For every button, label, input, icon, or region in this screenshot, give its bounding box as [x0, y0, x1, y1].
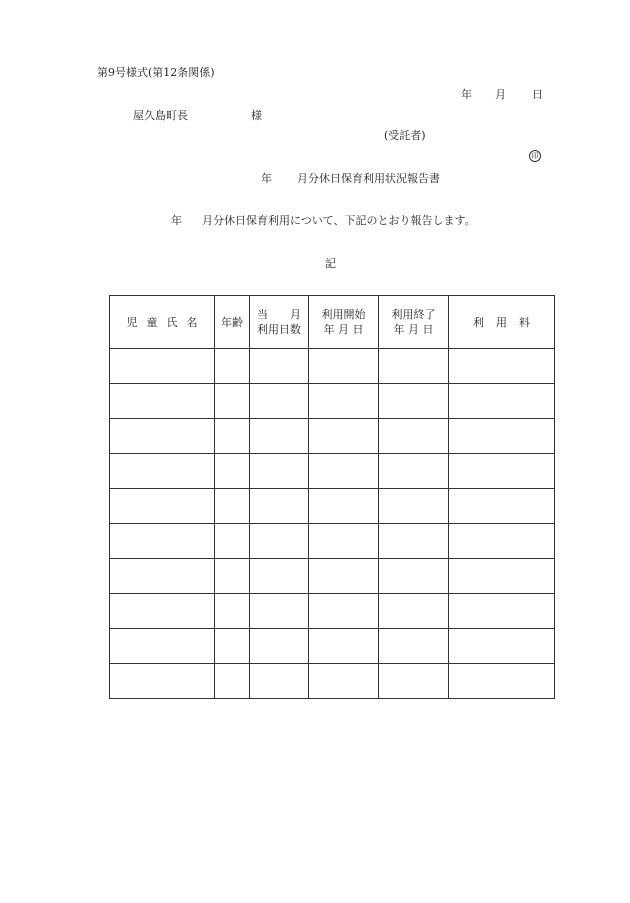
cell-fee[interactable]	[449, 489, 555, 524]
table-row	[110, 419, 555, 454]
cell-age[interactable]	[215, 664, 250, 699]
date-day-label: 日	[532, 88, 543, 101]
cell-start-date[interactable]	[309, 419, 379, 454]
cell-age[interactable]	[215, 594, 250, 629]
cell-start-date[interactable]	[309, 594, 379, 629]
cell-days-used[interactable]	[250, 559, 309, 594]
table-row	[110, 489, 555, 524]
cell-fee[interactable]	[449, 629, 555, 664]
cell-child-name[interactable]	[110, 419, 215, 454]
table-row	[110, 384, 555, 419]
table-row	[110, 664, 555, 699]
report-title	[261, 172, 461, 186]
cell-days-used[interactable]	[250, 489, 309, 524]
cell-fee[interactable]	[449, 384, 555, 419]
cell-age[interactable]	[215, 384, 250, 419]
cell-end-date[interactable]	[379, 349, 449, 384]
cell-start-date[interactable]	[309, 559, 379, 594]
cell-fee[interactable]	[449, 559, 555, 594]
form-number: 第9号様式(第12条関係)	[97, 66, 215, 79]
cell-child-name[interactable]	[110, 384, 215, 419]
title-year-label: 年	[261, 172, 272, 185]
cell-age[interactable]	[215, 349, 250, 384]
cell-days-used[interactable]	[250, 419, 309, 454]
cell-end-date[interactable]	[379, 629, 449, 664]
cell-child-name[interactable]	[110, 524, 215, 559]
seal-mark: 印	[529, 150, 541, 162]
cell-child-name[interactable]	[110, 559, 215, 594]
cell-fee[interactable]	[449, 594, 555, 629]
trustee-label: (受託者)	[384, 129, 426, 142]
header-age: 年齢	[215, 296, 250, 349]
cell-age[interactable]	[215, 489, 250, 524]
cell-age[interactable]	[215, 454, 250, 489]
cell-end-date[interactable]	[379, 489, 449, 524]
cell-fee[interactable]	[449, 349, 555, 384]
cell-end-date[interactable]	[379, 664, 449, 699]
header-end-date: 利用終了 年 月 日	[379, 296, 449, 349]
cell-age[interactable]	[215, 629, 250, 664]
table-row	[110, 629, 555, 664]
cell-end-date[interactable]	[379, 559, 449, 594]
cell-start-date[interactable]	[309, 629, 379, 664]
cell-start-date[interactable]	[309, 489, 379, 524]
date-month-label: 月	[495, 88, 506, 101]
cell-fee[interactable]	[449, 664, 555, 699]
cell-days-used[interactable]	[250, 454, 309, 489]
cell-days-used[interactable]	[250, 594, 309, 629]
report-statement	[171, 214, 501, 228]
cell-age[interactable]	[215, 559, 250, 594]
cell-start-date[interactable]	[309, 524, 379, 559]
cell-days-used[interactable]	[250, 384, 309, 419]
header-child-name: 児童氏名	[110, 296, 215, 349]
header-days-used: 当 月 利用日数	[250, 296, 309, 349]
cell-child-name[interactable]	[110, 349, 215, 384]
cell-start-date[interactable]	[309, 349, 379, 384]
date-year-label: 年	[461, 88, 472, 101]
cell-end-date[interactable]	[379, 419, 449, 454]
cell-end-date[interactable]	[379, 454, 449, 489]
cell-child-name[interactable]	[110, 454, 215, 489]
cell-start-date[interactable]	[309, 664, 379, 699]
table-body	[110, 349, 555, 699]
table-header-row	[110, 296, 555, 349]
header-start-date: 利用開始 年 月 日	[309, 296, 379, 349]
table-row	[110, 454, 555, 489]
cell-days-used[interactable]	[250, 524, 309, 559]
date-line	[461, 88, 543, 102]
table-row	[110, 594, 555, 629]
cell-child-name[interactable]	[110, 594, 215, 629]
table-row	[110, 524, 555, 559]
body-year-label: 年	[171, 214, 182, 227]
cell-start-date[interactable]	[309, 454, 379, 489]
cell-age[interactable]	[215, 524, 250, 559]
addressee-honorific: 様	[251, 109, 262, 122]
table-row	[110, 349, 555, 384]
cell-days-used[interactable]	[250, 349, 309, 384]
cell-child-name[interactable]	[110, 629, 215, 664]
cell-days-used[interactable]	[250, 629, 309, 664]
cell-fee[interactable]	[449, 419, 555, 454]
title-text: 月分休日保育利用状況報告書	[297, 172, 440, 185]
cell-days-used[interactable]	[250, 664, 309, 699]
cell-age[interactable]	[215, 419, 250, 454]
cell-child-name[interactable]	[110, 489, 215, 524]
cell-end-date[interactable]	[379, 524, 449, 559]
cell-fee[interactable]	[449, 454, 555, 489]
body-text: 月分休日保育利用について、下記のとおり報告します。	[202, 214, 476, 227]
addressee-name: 屋久島町長	[133, 109, 188, 122]
header-fee: 利用料	[449, 296, 555, 349]
cell-end-date[interactable]	[379, 594, 449, 629]
cell-fee[interactable]	[449, 524, 555, 559]
ki-label: 記	[325, 257, 336, 270]
table-row	[110, 559, 555, 594]
usage-table	[109, 295, 555, 699]
cell-end-date[interactable]	[379, 384, 449, 419]
cell-child-name[interactable]	[110, 664, 215, 699]
cell-start-date[interactable]	[309, 384, 379, 419]
